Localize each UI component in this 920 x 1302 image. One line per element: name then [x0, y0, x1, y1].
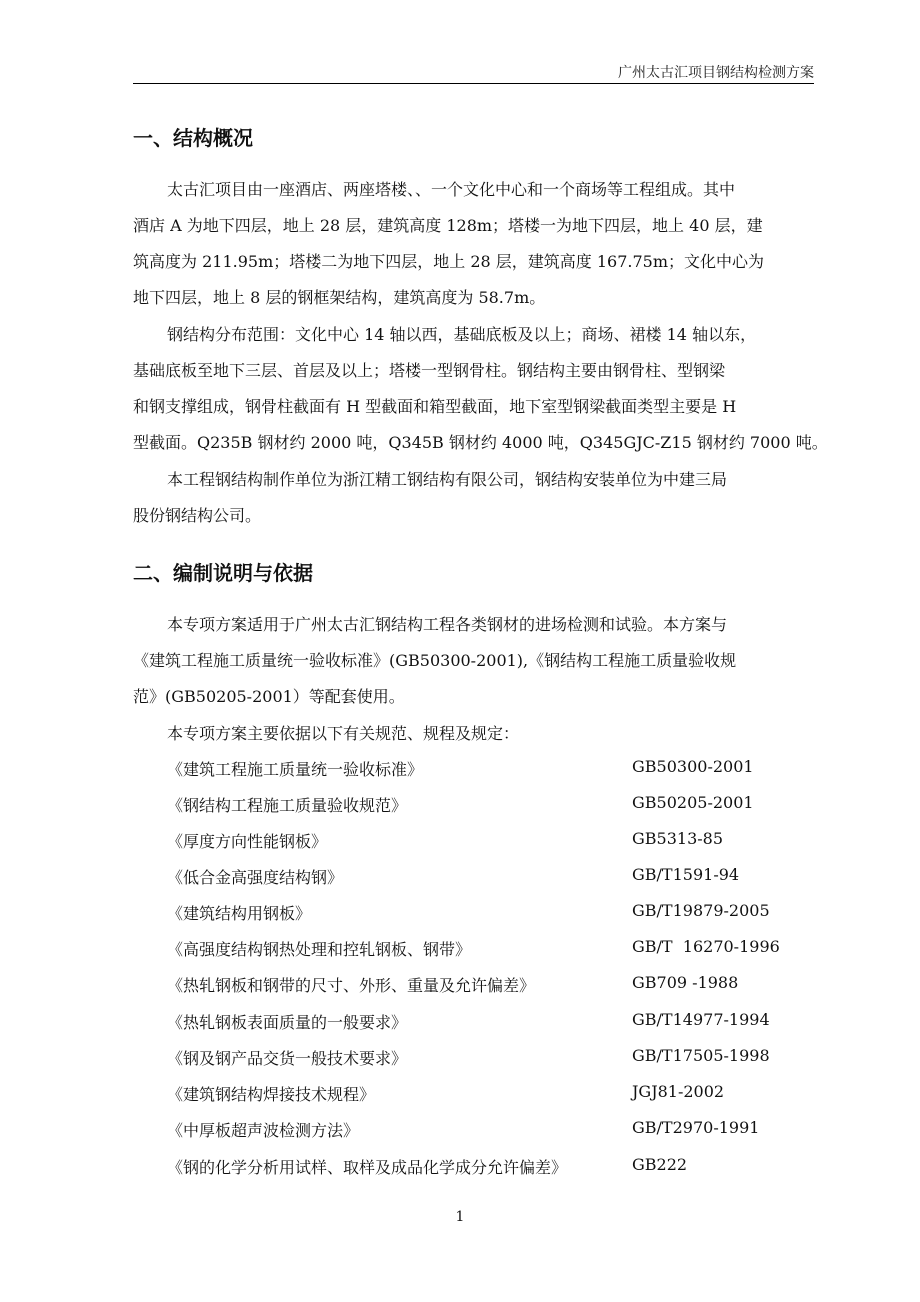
basis-paragraph-line: 本专项方案主要依据以下有关规范、规程及规定： — [167, 724, 520, 743]
reference-title: 《钢的化学分析用试样、取样及成品化学成分允许偏差》 — [167, 1158, 568, 1177]
reference-code: GB5313-85 — [632, 829, 724, 848]
reference-title: 《热轧钢板表面质量的一般要求》 — [167, 1013, 408, 1032]
reference-code: GB/T2970-1991 — [632, 1118, 760, 1137]
reference-row — [167, 1155, 814, 1179]
page-number: 1 — [455, 1209, 465, 1225]
overview-paragraph-line: 股份钢结构公司。 — [133, 506, 262, 525]
reference-row — [167, 901, 814, 925]
reference-title: 《中厚板超声波检测方法》 — [167, 1121, 360, 1140]
reference-row — [167, 1082, 814, 1106]
page-header-title: 广州太古汇项目钢结构检测方案 — [618, 65, 814, 81]
reference-title: 《高强度结构钢热处理和控轧钢板、钢带》 — [167, 940, 472, 959]
reference-title: 《钢及钢产品交货一般技术要求》 — [167, 1049, 408, 1068]
reference-row — [167, 829, 814, 853]
reference-code: GB709 -1988 — [632, 973, 739, 992]
basis-paragraph-line: 《建筑工程施工质量统一验收标准》(GB50300-2001),《钢结构工程施工质量验收规 — [133, 651, 737, 670]
overview-paragraph-line: 和钢支撑组成，钢骨柱截面有 H 型截面和箱型截面，地下室型钢梁截面类型主要是 H — [133, 397, 737, 416]
reference-title: 《建筑结构用钢板》 — [167, 904, 312, 923]
reference-code: GB50205-2001 — [632, 793, 754, 812]
reference-title: 《热轧钢板和钢带的尺寸、外形、重量及允许偏差》 — [167, 976, 536, 995]
reference-code: GB/T14977-1994 — [632, 1010, 770, 1029]
reference-row — [167, 973, 814, 997]
section-heading-basis: 二、编制说明与依据 — [133, 561, 313, 585]
basis-paragraph-line: 本专项方案适用于广州太古汇钢结构工程各类钢材的进场检测和试验。本方案与 — [167, 615, 728, 634]
reference-code: JGJ81-2002 — [632, 1082, 725, 1101]
overview-paragraph-line: 钢结构分布范围：文化中心 14 轴以西，基础底板及以上；商场、裙楼 14 轴以东， — [167, 325, 757, 344]
reference-code: GB/T17505-1998 — [632, 1046, 770, 1065]
header-divider — [133, 83, 814, 84]
reference-row — [167, 757, 814, 781]
reference-title: 《低合金高强度结构钢》 — [167, 868, 344, 887]
overview-paragraph-line: 本工程钢结构制作单位为浙江精工钢结构有限公司，钢结构安装单位为中建三局 — [167, 470, 728, 489]
reference-title: 《钢结构工程施工质量验收规范》 — [167, 796, 408, 815]
overview-paragraph-line: 太古汇项目由一座酒店、两座塔楼、、一个文化中心和一个商场等工程组成。其中 — [167, 180, 736, 199]
basis-paragraph-line: 范》(GB50205-2001）等配套使用。 — [133, 687, 405, 706]
reference-code: GB/T19879-2005 — [632, 901, 770, 920]
reference-row — [167, 1010, 814, 1034]
reference-title: 《建筑工程施工质量统一验收标准》 — [167, 760, 424, 779]
overview-paragraph-line: 型截面。Q235B 钢材约 2000 吨，Q345B 钢材约 4000 吨，Q345GJC-Z15 钢材约 7000 吨。 — [133, 433, 828, 452]
reference-title: 《建筑钢结构焊接技术规程》 — [167, 1085, 376, 1104]
reference-row — [167, 1118, 814, 1142]
reference-row — [167, 793, 814, 817]
reference-row — [167, 865, 814, 889]
overview-paragraph-line: 筑高度为 211.95m；塔楼二为地下四层，地上 28 层，建筑高度 167.75m；文化中心为 — [133, 252, 765, 271]
reference-row — [167, 937, 814, 961]
reference-title: 《厚度方向性能钢板》 — [167, 832, 328, 851]
reference-row — [167, 1046, 814, 1070]
overview-paragraph-line: 酒店 A 为地下四层，地上 28 层，建筑高度 128m；塔楼一为地下四层，地上 40 层，建 — [133, 216, 763, 235]
reference-code: GB50300-2001 — [632, 757, 754, 776]
reference-code: GB222 — [632, 1155, 688, 1174]
overview-paragraph-line: 基础底板至地下三层、首层及以上；塔楼一型钢骨柱。钢结构主要由钢骨柱、型钢梁 — [133, 361, 726, 380]
reference-code: GB/T 16270-1996 — [632, 937, 780, 956]
overview-paragraph-line: 地下四层，地上 8 层的钢框架结构，建筑高度为 58.7m。 — [133, 288, 546, 307]
reference-code: GB/T1591-94 — [632, 865, 740, 884]
section-heading-overview: 一、结构概况 — [133, 126, 253, 150]
